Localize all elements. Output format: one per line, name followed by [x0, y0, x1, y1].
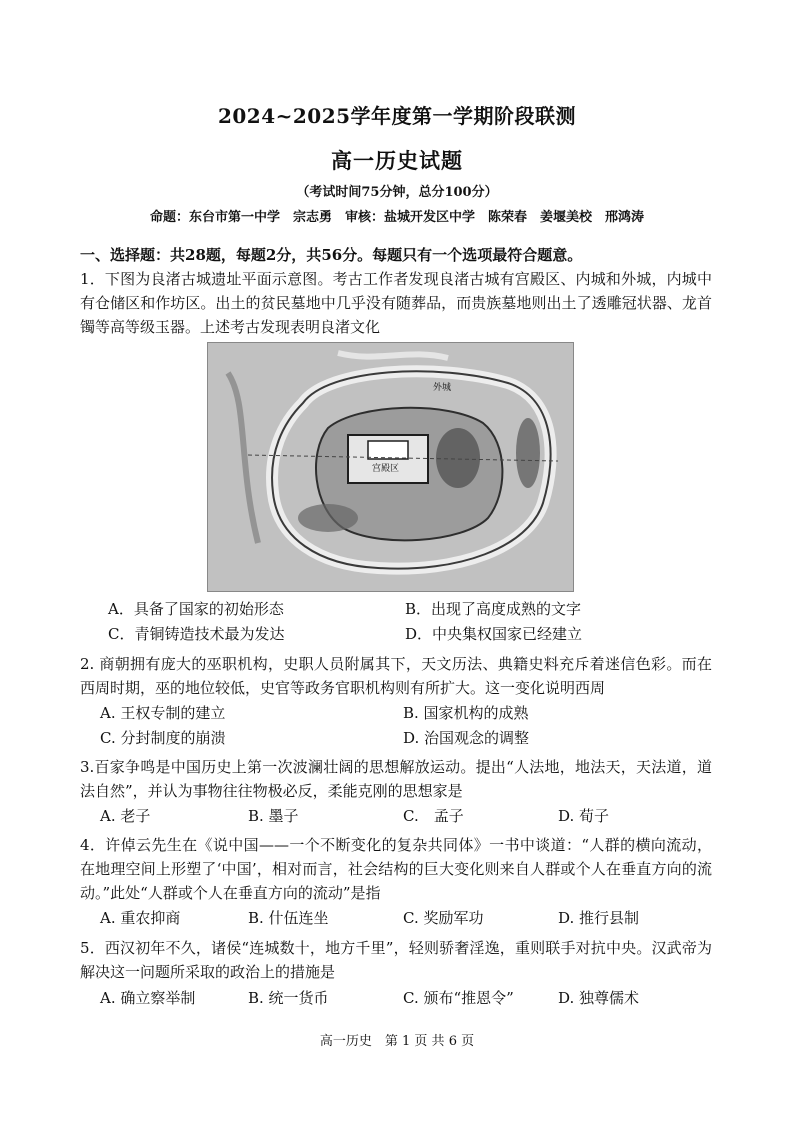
- page-footer: 高一历史 第 1 页 共 6 页: [319, 1034, 475, 1049]
- question-2-stem: 2. 商朝拥有庞大的巫职机构，史职人员附属其下，天文历法、典籍史料充斥着迷信色彩。而在西周时期，巫的地位较低，史官等政务官职机构则有所扩大。这一变化说明西周: [80, 655, 712, 697]
- question-3-stem: 3.百家争鸣是中国历史上第一次波澜壮阔的思想解放运动。提出“人法地，地法天，天法道，道法自然”，并认为事物往往物极必反，柔能克刚的思想家是: [80, 758, 712, 800]
- q5-option-d[interactable]: D. 独尊儒术: [558, 989, 640, 1007]
- question-4-stem: 4．许倬云先生在《说中国——一个不断变化的复杂共同体》一书中谈道：“人群的横向流动，在地理空间上形塑了‘中国’，相对而言，社会结构的巨大变化则来自人群或个人在垂直方向的流动。”此处“人群或个人在垂直方向的流动”是指: [80, 836, 712, 902]
- exam-authors: 命题：东台市第一中学 宗志勇 审核：盐城开发区中学 陈荣春 姜堰美校 邢鸿涛: [149, 210, 644, 225]
- exam-info: （考试时间75分钟，总分100分）: [296, 185, 498, 200]
- question-5-stem: 5．西汉初年不久，诸侯“连城数十，地方千里”，轻则骄奢淫逸，重则联手对抗中央。汉武帝为解决这一问题所采取的政治上的措施是: [80, 939, 712, 981]
- q1-option-c[interactable]: C．青铜铸造技术最为发达: [108, 625, 285, 643]
- exam-title: 2024~2025学年度第一学期阶段联测: [217, 104, 577, 128]
- q1-option-a[interactable]: A．具备了国家的初始形态: [108, 600, 284, 618]
- label-palace-area: 宫殿区: [372, 464, 400, 474]
- question-1-options-row2: [100, 623, 720, 647]
- q4-option-c[interactable]: C. 奖励军功: [403, 909, 484, 927]
- question-1-stem: 1．下图为良渚古城遗址平面示意图。考古工作者发现良渚古城有宫殿区、内城和外城，内城中有仓储区和作坊区。出土的贫民墓地中几乎没有随葬品，而贵族墓地则出土了透雕冠状器、龙首镯等高等级玉器。上述考古发现表明良渚文化: [80, 270, 712, 336]
- question-2-options-row2: [100, 727, 720, 751]
- q2-option-c[interactable]: C. 分封制度的崩溃: [100, 729, 226, 747]
- question-1-options: [100, 598, 720, 622]
- q2-option-d[interactable]: D. 治国观念的调整: [403, 729, 530, 747]
- q2-option-b[interactable]: B. 国家机构的成熟: [403, 704, 529, 722]
- question-3-options: [100, 805, 720, 829]
- question-2-options: [100, 702, 720, 726]
- label-outer-city: 外城: [433, 383, 452, 393]
- q4-option-b[interactable]: B. 什伍连坐: [248, 909, 329, 927]
- liangzhu-site-map: [207, 342, 574, 592]
- q3-option-c[interactable]: C. 孟子: [403, 807, 464, 825]
- q5-option-c[interactable]: C. 颁布“推恩令”: [403, 989, 514, 1007]
- q3-option-b[interactable]: B. 墨子: [248, 807, 299, 825]
- exam-subtitle: 高一历史试题: [331, 148, 463, 173]
- q2-option-a[interactable]: A. 王权专制的建立: [100, 704, 226, 722]
- question-5-options: [100, 987, 720, 1011]
- q3-option-d[interactable]: D. 荀子: [558, 807, 610, 825]
- site-map-drawing: [208, 343, 573, 591]
- q4-option-d[interactable]: D. 推行县制: [558, 909, 640, 927]
- q5-option-a[interactable]: A. 确立察举制: [100, 989, 196, 1007]
- q4-option-a[interactable]: A. 重农抑商: [100, 909, 181, 927]
- q5-option-b[interactable]: B. 统一货币: [248, 989, 329, 1007]
- q3-option-a[interactable]: A. 老子: [100, 807, 151, 825]
- question-4-options: [100, 907, 720, 931]
- section-heading: 一、选择题：共28题，每题2分，共56分。每题只有一个选项最符合题意。: [80, 246, 583, 264]
- q1-option-b[interactable]: B．出现了高度成熟的文字: [405, 600, 582, 618]
- q1-option-d[interactable]: D．中央集权国家已经建立: [405, 625, 583, 643]
